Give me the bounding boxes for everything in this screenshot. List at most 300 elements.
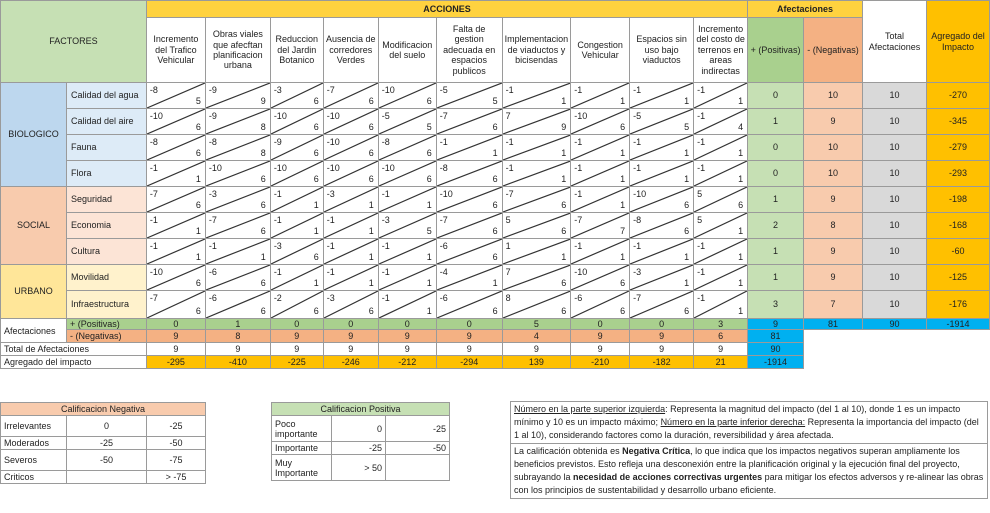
magnitude-value: -3 <box>273 85 282 95</box>
magnitude-value: -10 <box>381 163 395 173</box>
action-total: 9 <box>146 343 205 356</box>
magnitude-value: -1 <box>149 163 158 173</box>
impact-cell <box>146 109 205 135</box>
importance-value: 1 <box>195 225 201 236</box>
impact-cell <box>502 161 571 187</box>
importance-value: 1 <box>684 277 690 288</box>
notes-conclusion <box>511 444 987 498</box>
impact-cell <box>146 135 205 161</box>
negative-count: 9 <box>804 239 863 265</box>
total-count: 10 <box>862 239 926 265</box>
magnitude-value: -3 <box>633 267 642 277</box>
magnitude-value: -7 <box>439 215 448 225</box>
importance-value: 6 <box>561 225 567 236</box>
magnitude-value: -1 <box>273 267 282 277</box>
importance-value: 1 <box>260 251 266 262</box>
impact-cell <box>378 109 436 135</box>
impact-cell <box>323 109 378 135</box>
impact-cell <box>378 83 436 109</box>
impact-cell <box>630 109 694 135</box>
total-count: 10 <box>862 109 926 135</box>
importance-value: 1 <box>561 251 567 262</box>
action-total: 9 <box>630 343 694 356</box>
positive-count: 0 <box>748 135 804 161</box>
magnitude-value: -7 <box>633 293 642 303</box>
action-total: 9 <box>694 343 748 356</box>
negative-count: 7 <box>804 291 863 319</box>
importance-value: 6 <box>620 121 626 132</box>
impact-cell <box>205 187 270 213</box>
total-count: 10 <box>862 83 926 109</box>
negative-count: 9 <box>804 187 863 213</box>
magnitude-value: -3 <box>381 215 390 225</box>
cal-neg-label: Severos <box>1 450 67 471</box>
magnitude-value: -1 <box>505 85 514 95</box>
magnitude-value: -6 <box>439 241 448 251</box>
impact-cell <box>694 135 748 161</box>
magnitude-value: -7 <box>326 85 335 95</box>
negative-total: 9 <box>146 330 205 343</box>
notes-conc-t1: La calificación obtenida es <box>514 446 623 456</box>
magnitude-value: -1 <box>574 163 583 173</box>
impact-cell <box>436 187 502 213</box>
importance-value: 1 <box>561 173 567 184</box>
impact-cell <box>270 265 323 291</box>
impact-cell <box>378 291 436 319</box>
factor-row <box>1 135 990 161</box>
magnitude-value: -1 <box>326 241 335 251</box>
positive-total: 0 <box>378 319 436 330</box>
impact-cell <box>502 213 571 239</box>
impact-cell <box>502 135 571 161</box>
magnitude-value: -1 <box>273 215 282 225</box>
factor-row <box>1 265 990 291</box>
magnitude-value: -7 <box>439 111 448 121</box>
importance-value: 1 <box>620 95 626 106</box>
importance-value: 1 <box>313 225 319 236</box>
negativas-header: - (Negativas) <box>804 18 863 83</box>
impact-cell <box>205 109 270 135</box>
impact-cell <box>630 161 694 187</box>
factor-label: Calidad del aire <box>66 109 146 135</box>
impact-cell <box>323 187 378 213</box>
magnitude-value: -1 <box>697 163 706 173</box>
negative-total: 9 <box>323 330 378 343</box>
impact-cell <box>571 187 630 213</box>
importance-value: 6 <box>492 225 498 236</box>
positive-count: 1 <box>748 239 804 265</box>
impact-cell <box>436 83 502 109</box>
positive-count: 0 <box>748 161 804 187</box>
action-aggregate: 139 <box>502 356 571 369</box>
importance-value: 1 <box>738 277 744 288</box>
factor-row <box>1 83 990 109</box>
magnitude-value: -3 <box>326 293 335 303</box>
importance-value: 5 <box>426 225 432 236</box>
impact-cell <box>205 213 270 239</box>
cal-neg-to: -50 <box>147 437 206 450</box>
cal-negativa-title: Calificacion Negativa <box>1 403 206 416</box>
impact-cell <box>502 291 571 319</box>
magnitude-value: -1 <box>326 267 335 277</box>
cal-pos-to: -50 <box>386 442 450 455</box>
negative-count: 8 <box>804 213 863 239</box>
importance-value: 1 <box>561 95 567 106</box>
positive-total: 0 <box>436 319 502 330</box>
action-header: Falta de gestion adecuada en espacios publicos <box>436 18 502 83</box>
magnitude-value: -8 <box>381 137 390 147</box>
positive-total: 0 <box>571 319 630 330</box>
importance-value: 1 <box>620 173 626 184</box>
importance-value: 7 <box>620 225 626 236</box>
impact-cell <box>270 291 323 319</box>
impact-cell <box>694 291 748 319</box>
group-label: SOCIAL <box>1 187 67 265</box>
total-count: 10 <box>862 161 926 187</box>
importance-value: 6 <box>426 95 432 106</box>
notes-legend-t2: Representa la importancia del impacto (del 1 al 10), considerando factores como la duración, reversibilidad y área afectada. <box>514 417 979 440</box>
magnitude-value: -1 <box>697 267 706 277</box>
impact-cell <box>571 291 630 319</box>
impact-cell <box>694 239 748 265</box>
action-header: Congestion Vehicular <box>571 18 630 83</box>
negative-total: 9 <box>630 330 694 343</box>
cal-neg-to: -25 <box>147 416 206 437</box>
impact-cell <box>323 213 378 239</box>
importance-value: 1 <box>561 147 567 158</box>
negative-grand: 81 <box>748 330 804 343</box>
cal-positiva-title: Calificacion Positiva <box>272 403 450 416</box>
action-aggregate: -295 <box>146 356 205 369</box>
impact-cell <box>436 161 502 187</box>
positive-row-label: + (Positivas) <box>66 319 146 330</box>
importance-value: 6 <box>260 225 266 236</box>
impact-cell <box>694 187 748 213</box>
calificacion-positiva-table <box>271 402 450 481</box>
agregado-impacto-header: Agregado del Impacto <box>926 1 989 83</box>
factor-label: Calidad del agua <box>66 83 146 109</box>
action-aggregate: -246 <box>323 356 378 369</box>
impact-cell <box>502 265 571 291</box>
grand-total: 90 <box>862 319 926 330</box>
impact-cell <box>630 291 694 319</box>
impact-cell <box>571 239 630 265</box>
magnitude-value: -1 <box>149 241 158 251</box>
importance-value: 6 <box>313 95 319 106</box>
positive-total: 0 <box>323 319 378 330</box>
group-label: BIOLOGICO <box>1 83 67 187</box>
magnitude-value: -10 <box>326 137 340 147</box>
impact-cell <box>323 291 378 319</box>
action-aggregate: -410 <box>205 356 270 369</box>
factor-row <box>1 187 990 213</box>
importance-value: 1 <box>684 147 690 158</box>
positive-total: 0 <box>146 319 205 330</box>
impact-cell <box>694 213 748 239</box>
magnitude-value: -9 <box>208 85 217 95</box>
magnitude-value: -1 <box>633 137 642 147</box>
importance-value: 6 <box>368 147 374 158</box>
impact-cell <box>205 83 270 109</box>
aggregate-row-label: Agregado del impacto <box>1 356 147 369</box>
impact-cell <box>571 135 630 161</box>
magnitude-value: -7 <box>149 293 158 303</box>
magnitude-value: -1 <box>326 215 335 225</box>
notes-conc-t3: para mitigar los efectos adversos y re-alinear las obras con los principios de sustentabilidad y desarrollo urbano eficiente. <box>514 472 984 495</box>
impact-cell <box>571 161 630 187</box>
notes-conc-b2: necesidad de acciones correctivas urgentes <box>573 472 763 482</box>
impact-cell <box>571 83 630 109</box>
cal-neg-from: -25 <box>67 437 147 450</box>
factor-label: Cultura <box>66 239 146 265</box>
magnitude-value: -10 <box>273 111 287 121</box>
importance-value: 6 <box>684 305 690 316</box>
factor-row <box>1 291 990 319</box>
importance-value: 1 <box>620 199 626 210</box>
magnitude-value: -1 <box>439 137 448 147</box>
impact-cell <box>270 187 323 213</box>
positive-total: 5 <box>502 319 571 330</box>
cal-pos-from: -25 <box>332 442 386 455</box>
magnitude-value: -6 <box>574 293 583 303</box>
magnitude-value: -4 <box>439 267 448 277</box>
magnitude-value: -1 <box>697 137 706 147</box>
impact-cell <box>571 265 630 291</box>
cal-neg-label: Criticos <box>1 471 67 484</box>
importance-value: 6 <box>561 277 567 288</box>
importance-value: 1 <box>738 173 744 184</box>
magnitude-value: -7 <box>505 189 514 199</box>
cal-pos-from: 0 <box>332 416 386 442</box>
cal-pos-to <box>386 455 450 481</box>
impact-cell <box>270 213 323 239</box>
importance-value: 1 <box>368 225 374 236</box>
magnitude-value: -10 <box>326 163 340 173</box>
action-aggregate: -225 <box>270 356 323 369</box>
impact-cell <box>378 187 436 213</box>
importance-value: 6 <box>195 147 201 158</box>
importance-value: 6 <box>492 173 498 184</box>
positive-count: 1 <box>748 187 804 213</box>
magnitude-value: -10 <box>439 189 453 199</box>
positive-total: 3 <box>694 319 748 330</box>
importance-value: 6 <box>260 199 266 210</box>
aggregate-value: -293 <box>926 161 989 187</box>
importance-value: 1 <box>195 173 201 184</box>
negative-count: 10 <box>804 83 863 109</box>
importance-value: 6 <box>195 121 201 132</box>
magnitude-value: -6 <box>208 267 217 277</box>
action-total: 9 <box>205 343 270 356</box>
importance-value: 6 <box>260 277 266 288</box>
importance-value: 5 <box>426 121 432 132</box>
impact-cell <box>270 109 323 135</box>
action-aggregate: -212 <box>378 356 436 369</box>
cal-pos-to: -25 <box>386 416 450 442</box>
importance-value: 6 <box>195 305 201 316</box>
action-header: Obras viales que afecftan planificacion urbana <box>205 18 270 83</box>
importance-value: 8 <box>260 147 266 158</box>
action-aggregate: -294 <box>436 356 502 369</box>
magnitude-value: -8 <box>149 137 158 147</box>
impact-cell <box>436 109 502 135</box>
magnitude-value: -1 <box>381 241 390 251</box>
grand-aggregate: -1914 <box>926 319 989 330</box>
impact-cell <box>146 83 205 109</box>
factor-row <box>1 239 990 265</box>
importance-value: 6 <box>684 225 690 236</box>
impact-cell <box>571 109 630 135</box>
magnitude-value: 5 <box>505 215 511 225</box>
action-total: 9 <box>436 343 502 356</box>
importance-value: 9 <box>260 95 266 106</box>
action-total: 9 <box>571 343 630 356</box>
negative-total: 9 <box>378 330 436 343</box>
importance-value: 6 <box>195 277 201 288</box>
importance-value: 9 <box>561 121 567 132</box>
magnitude-value: -1 <box>697 293 706 303</box>
factor-label: Seguridad <box>66 187 146 213</box>
negative-count: 9 <box>804 109 863 135</box>
impact-cell <box>146 213 205 239</box>
impact-cell <box>323 239 378 265</box>
importance-value: 1 <box>684 251 690 262</box>
magnitude-value: -10 <box>326 111 340 121</box>
impact-cell <box>436 213 502 239</box>
magnitude-value: 8 <box>505 293 511 303</box>
magnitude-value: -7 <box>574 215 583 225</box>
cal-pos-from: > 50 <box>332 455 386 481</box>
magnitude-value: -10 <box>273 163 287 173</box>
impact-cell <box>502 83 571 109</box>
negative-total: 9 <box>571 330 630 343</box>
importance-value: 1 <box>313 199 319 210</box>
magnitude-value: -1 <box>633 85 642 95</box>
magnitude-value: -10 <box>574 267 588 277</box>
negative-count: 9 <box>804 265 863 291</box>
cal-neg-to: > -75 <box>147 471 206 484</box>
notes-legend-u1: Número en la parte superior izquierda <box>514 404 666 414</box>
magnitude-value: -10 <box>149 267 163 277</box>
importance-value: 6 <box>368 173 374 184</box>
impact-cell <box>436 265 502 291</box>
impact-cell <box>146 161 205 187</box>
cal-neg-label: Moderados <box>1 437 67 450</box>
impact-cell <box>502 239 571 265</box>
negative-total: 9 <box>270 330 323 343</box>
impact-cell <box>146 265 205 291</box>
factores-header: FACTORES <box>1 1 147 83</box>
negative-row-label: - (Negativas) <box>66 330 146 343</box>
positive-count: 1 <box>748 265 804 291</box>
importance-value: 6 <box>313 305 319 316</box>
importance-value: 1 <box>492 147 498 158</box>
action-aggregate: 21 <box>694 356 748 369</box>
magnitude-value: -5 <box>381 111 390 121</box>
impact-cell <box>378 161 436 187</box>
grand-negative: 81 <box>804 319 863 330</box>
total-count: 10 <box>862 135 926 161</box>
notes-conc-t2: , lo que indica que los impactos negativos superan ampliamente los beneficios previstos. Esto refleja una desconexión entre la planificación original y la ejecución final del proyecto, subrayando la <box>514 446 960 482</box>
negative-count: 10 <box>804 135 863 161</box>
impact-cell <box>323 161 378 187</box>
factor-label: Economia <box>66 213 146 239</box>
impact-cell <box>205 265 270 291</box>
positive-count: 1 <box>748 109 804 135</box>
action-header: Reduccion del Jardin Botanico <box>270 18 323 83</box>
cal-neg-to: -75 <box>147 450 206 471</box>
negative-total: 8 <box>205 330 270 343</box>
impact-cell <box>270 239 323 265</box>
aggregate-value: -168 <box>926 213 989 239</box>
action-total: 9 <box>270 343 323 356</box>
impact-cell <box>436 135 502 161</box>
importance-value: 8 <box>260 121 266 132</box>
impact-cell <box>205 161 270 187</box>
impact-cell <box>630 213 694 239</box>
total-count: 10 <box>862 265 926 291</box>
impact-cell <box>630 187 694 213</box>
magnitude-value: -8 <box>149 85 158 95</box>
action-total: 9 <box>323 343 378 356</box>
action-total: 9 <box>378 343 436 356</box>
aggregate-value: -198 <box>926 187 989 213</box>
impact-cell <box>146 239 205 265</box>
magnitude-value: -1 <box>697 111 706 121</box>
importance-value: 5 <box>492 95 498 106</box>
importance-value: 6 <box>426 147 432 158</box>
importance-value: 1 <box>368 251 374 262</box>
positivas-header: + (Positivas) <box>748 18 804 83</box>
aggregate-value: -176 <box>926 291 989 319</box>
magnitude-value: -10 <box>633 189 647 199</box>
impact-cell <box>205 135 270 161</box>
impact-cell <box>630 239 694 265</box>
importance-value: 5 <box>195 95 201 106</box>
magnitude-value: -1 <box>574 189 583 199</box>
magnitude-value: -8 <box>633 215 642 225</box>
importance-value: 1 <box>195 251 201 262</box>
factor-label: Infraestructura <box>66 291 146 319</box>
magnitude-value: -8 <box>439 163 448 173</box>
importance-value: 1 <box>426 199 432 210</box>
importance-value: 6 <box>426 173 432 184</box>
importance-value: 6 <box>313 121 319 132</box>
importance-value: 1 <box>492 277 498 288</box>
magnitude-value: -7 <box>149 189 158 199</box>
positive-total: 0 <box>630 319 694 330</box>
importance-value: 6 <box>492 251 498 262</box>
cal-neg-label: Irrelevantes <box>1 416 67 437</box>
impact-cell <box>694 265 748 291</box>
notes-box <box>510 401 988 499</box>
cal-pos-label: Poco importante <box>272 416 332 442</box>
action-aggregate: -182 <box>630 356 694 369</box>
magnitude-value: -1 <box>381 189 390 199</box>
importance-value: 1 <box>738 147 744 158</box>
aggregate-value: -60 <box>926 239 989 265</box>
factor-row <box>1 213 990 239</box>
cal-pos-label: Muy Importante <box>272 455 332 481</box>
importance-value: 6 <box>492 199 498 210</box>
magnitude-value: -3 <box>273 241 282 251</box>
magnitude-value: -1 <box>633 241 642 251</box>
importance-value: 6 <box>561 199 567 210</box>
magnitude-value: -10 <box>574 111 588 121</box>
importance-value: 1 <box>738 225 744 236</box>
impact-cell <box>436 291 502 319</box>
impact-cell <box>571 213 630 239</box>
